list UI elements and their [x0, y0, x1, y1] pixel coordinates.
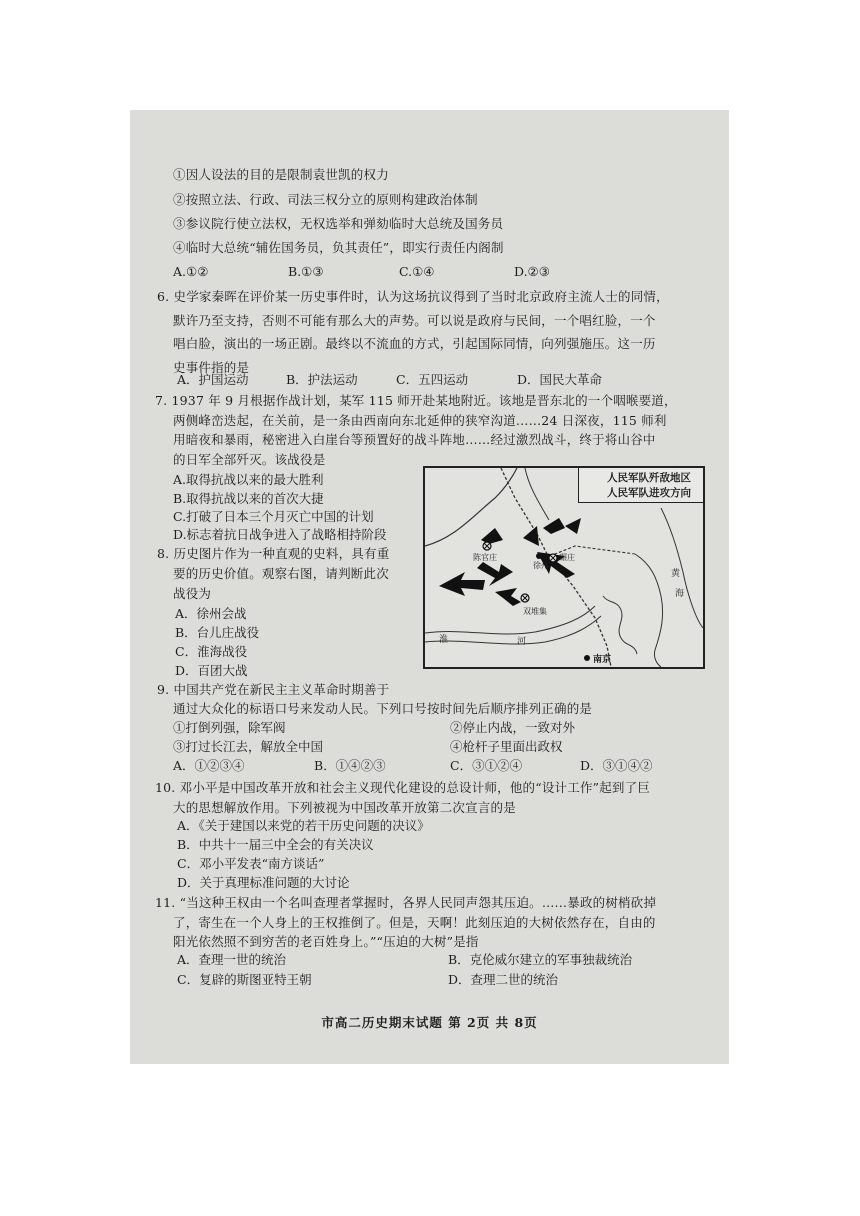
q9-option-b[interactable]: B．①④②③ [314, 758, 386, 773]
q7-option-a[interactable]: A.取得抗战以来的最大胜利 [173, 472, 324, 487]
map-boundary-line [425, 468, 517, 546]
attack-arrow [495, 588, 521, 606]
map-label-chenguanzhuang: 陈官庄 [473, 553, 497, 562]
map-label-river-huai: 淮 [439, 635, 449, 645]
battle-map [423, 466, 705, 669]
q5-statement-3: ③参议院行使立法权，无权选举和弹劾临时大总统及国务员 [173, 216, 504, 231]
q5-option-c[interactable]: C.①④ [399, 264, 435, 279]
legend-label-attack: 人民军队进攻方向 [607, 487, 691, 499]
q6-option-b[interactable]: B．护法运动 [286, 372, 358, 387]
q11-stem-line-2: 了，寄生在一个人身上的王权推倒了。但是，天啊！此刻压迫的大树依然存在，自由的 [173, 914, 656, 930]
q7-stem-line-4: 的日军全部歼灭。该战役是 [173, 451, 326, 467]
legend-label-encircle: 人民军队歼敌地区 [607, 472, 691, 484]
q11-stem-line-1: 11. “当这种王权由一个名叫查理者掌握时，各界人民同声怨其压迫。……暴政的树梢砍掉 [155, 895, 657, 910]
map-label-nanjing: 南京 [593, 655, 612, 665]
map-label-river-he: 河 [517, 637, 527, 647]
q10-option-d[interactable]: D．关于真理标准问题的大讨论 [177, 875, 350, 890]
q10-option-a[interactable]: A．《关于建国以来党的若干历史问题的决议》 [177, 818, 430, 833]
city-dot-xuzhou [536, 553, 542, 559]
q10-stem-line-2: 大的思想解放作用。下列被视为中国改革开放第二次宣言的是 [173, 799, 516, 815]
q9-item-2: ②停止内战，一致对外 [450, 720, 576, 735]
q7-stem-line-2: 两侧峰峦迭起，在关前，是一条由西南向东北延伸的狭窄沟道……24 日深夜，115 师利 [173, 412, 667, 428]
q11-stem-line-3: 阳光依然照不到穷苦的老百姓身上。”“压迫的大树”是指 [173, 934, 479, 949]
q11-option-d[interactable]: D．查理二世的统治 [448, 972, 559, 987]
q5-option-d[interactable]: D.②③ [514, 264, 550, 279]
q9-stem-line-2: 通过大众化的标语口号来发动人民。下列口号按时间先后顺序排列正确的是 [173, 701, 593, 716]
q8-option-b[interactable]: B．台儿庄战役 [175, 625, 260, 640]
q10-stem-line-1: 10. 邓小平是中国改革开放和社会主义现代化建设的总设计师，他的“设计工作”起到了巨 [155, 780, 651, 795]
q5-statement-4: ④临时大总统“辅佐国务员，负其责任”，即实行责任内阁制 [173, 240, 504, 255]
q7-option-d[interactable]: D.标志着抗日战争进入了战略相持阶段 [173, 527, 387, 542]
q8-stem-line-2: 要的历史价值。观察右图，请判断此次 [173, 566, 389, 581]
battle-marker-shuangduiji [521, 594, 529, 602]
q11-option-a[interactable]: A．查理一世的统治 [177, 952, 287, 967]
q5-statement-2: ②按照立法、行政、司法三权分立的原则构建政治体制 [173, 192, 478, 207]
q6-stem-line-3: 唱白脸，演出的一场正剧。最终以不流血的方式，引起国际同情，向列强施压。这一历 [173, 336, 656, 351]
map-label-shuangduiji: 双堆集 [523, 607, 547, 616]
battle-marker-nianzhuang [549, 554, 557, 562]
q8-option-c[interactable]: C．淮海战役 [175, 644, 248, 659]
q11-option-b[interactable]: B．克伦威尔建立的军事独裁统治 [448, 952, 633, 967]
exam-page [130, 110, 729, 1064]
attack-arrow [439, 572, 485, 596]
q5-option-a[interactable]: A.①② [173, 264, 209, 279]
q10-option-b[interactable]: B．中共十一届三中全会的有关决议 [177, 837, 374, 852]
q6-option-c[interactable]: C．五四运动 [396, 372, 469, 387]
q6-option-d[interactable]: D．国民大革命 [517, 372, 603, 387]
q11-option-c[interactable]: C．复辟的斯图亚特王朝 [177, 972, 312, 987]
coastline [635, 554, 663, 667]
huai-river [425, 606, 595, 634]
q7-option-b[interactable]: B.取得抗战以来的首次大捷 [173, 491, 324, 506]
attack-arrow [543, 518, 565, 534]
map-boundary-line [525, 468, 549, 520]
q9-option-d[interactable]: D．③①④② [580, 758, 653, 773]
q10-option-c[interactable]: C．邓小平发表“南方谈话” [177, 856, 325, 871]
q8-option-d[interactable]: D．百团大战 [175, 663, 248, 678]
q5-statement-1: ①因人设法的目的是限制袁世凯的权力 [173, 167, 389, 182]
q8-stem-line-3: 战役为 [173, 586, 212, 601]
q7-stem-line-1: 7. 1937 年 9 月根据作战计划，某军 115 师开赴某地附近。该地是晋东北的一个咽喉要道， [155, 393, 677, 408]
city-dot-nanjing [584, 655, 590, 661]
coastline [661, 508, 703, 628]
q6-stem-line-1: 6. 史学家秦晖在评价某一历史事件时，认为这场抗议得到了当时北京政府主流人士的同情， [157, 289, 669, 304]
battle-marker-chenguanzhuang [483, 542, 491, 550]
q9-item-3: ③打过长江去，解放全中国 [173, 739, 324, 754]
q9-item-1: ①打倒列强，除军阀 [173, 720, 286, 735]
q9-option-c[interactable]: C．③①②④ [450, 758, 523, 773]
map-label-nianzhuang: 碾庄 [559, 553, 575, 562]
q6-stem-line-2: 默许乃至支持，否则不可能有那么大的声势。可以说是政府与民间，一个唱红脸，一个 [173, 312, 656, 328]
q5-option-b[interactable]: B.①③ [288, 264, 324, 279]
map-label-sea-hai: 海 [675, 589, 685, 599]
lake-shore [603, 596, 637, 654]
q6-stem-line-4: 史事件指的是 [173, 359, 250, 375]
q7-stem-line-3: 用暗夜和暴雨，秘密进入白崖台等预置好的战斗阵地……经过激烈战斗，终于将山谷中 [173, 432, 656, 447]
q9-stem-line-1: 9. 中国共产党在新民主主义革命时期善于 [157, 682, 390, 697]
attack-arrow [523, 526, 539, 546]
q9-item-4: ④枪杆子里面出政权 [450, 739, 563, 754]
q8-stem-line-1: 8. 历史图片作为一种直观的史料，具有重 [157, 546, 390, 561]
q8-option-a[interactable]: A．徐州会战 [175, 606, 247, 621]
attack-arrow [481, 528, 503, 544]
attack-arrow [565, 518, 581, 534]
page-footer: 市高二历史期末试题 第 2页 共 8页 [321, 1015, 538, 1030]
q6-option-a[interactable]: A．护国运动 [177, 372, 249, 387]
map-legend [578, 468, 703, 503]
map-label-xuzhou: 徐州 [533, 561, 549, 570]
map-label-sea-huang: 黄 [671, 569, 681, 579]
q9-option-a[interactable]: A．①②③④ [173, 758, 245, 773]
q7-option-c[interactable]: C.打破了日本三个月灭亡中国的计划 [173, 509, 374, 524]
